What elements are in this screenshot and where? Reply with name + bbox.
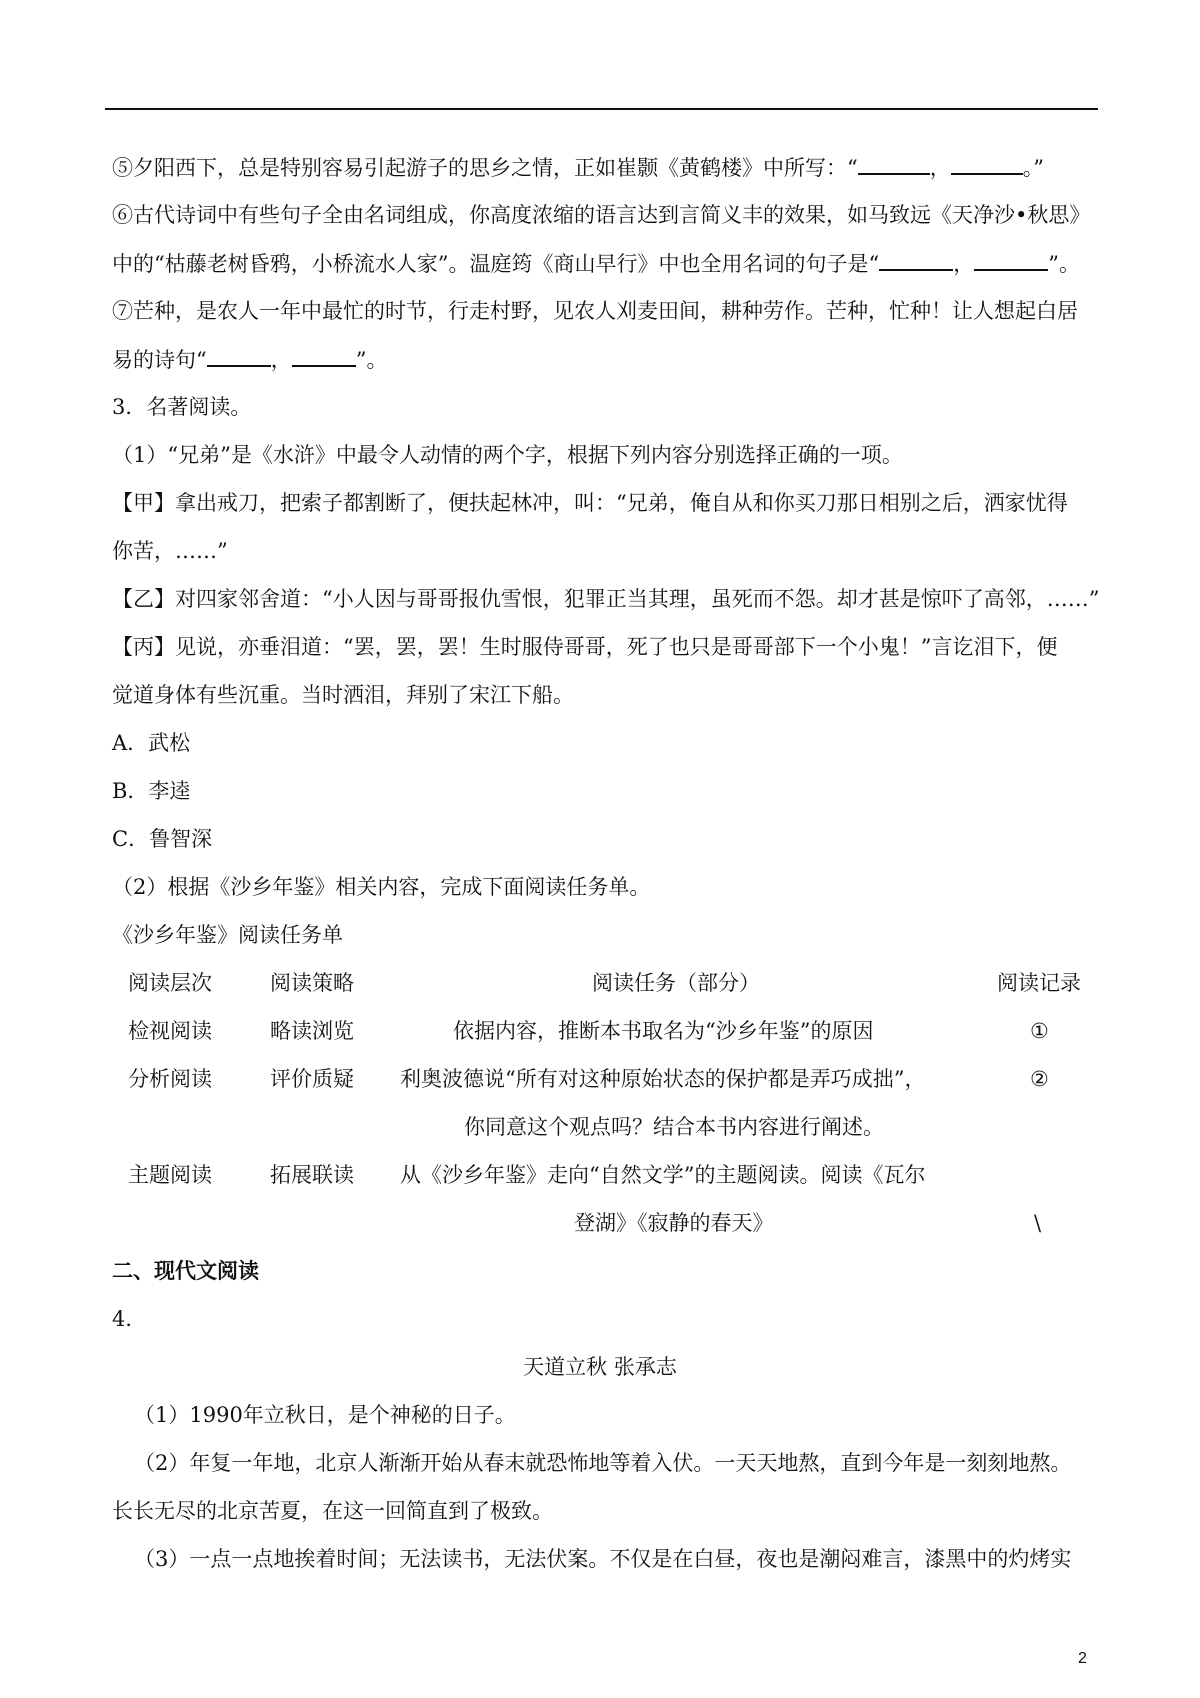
question-3-part-2: （2）根据《沙乡年鉴》相关内容，完成下面阅读任务单。	[112, 875, 651, 899]
row2-strategy: 评价质疑	[270, 1067, 354, 1091]
row1-level: 检视阅读	[128, 1019, 212, 1043]
table-title: 《沙乡年鉴》阅读任务单	[112, 923, 343, 947]
question-3-part-1: （1）“兄弟”是《水浒》中最令人动情的两个字，根据下列内容分别选择正确的一项。	[112, 443, 903, 467]
question-5: ⑤夕阳西下，总是特别容易引起游子的思乡之情，正如崔颢《黄鹤楼》中所写：“ ， 。”	[112, 153, 1102, 182]
passage-jia: 【甲】拿出戒刀，把索子都割断了，便扶起林冲，叫：“兄弟，俺自从和你买刀那日相别之后，洒家忧得	[112, 491, 1068, 515]
page-number: 2	[1078, 1650, 1087, 1667]
row2-task: 利奥波德说“所有对这种原始状态的保护都是弄巧成拙”，	[400, 1067, 926, 1091]
header-rule	[105, 108, 1098, 110]
header-strategy: 阅读策略	[270, 971, 354, 995]
question-4-number: 4．	[112, 1307, 147, 1331]
question-6-line-1: ⑥古代诗词中有些句子全由名词组成，你高度浓缩的语言达到言简义丰的效果，如马致远《天净沙•秋思》	[112, 203, 1091, 227]
row3-record: \	[1034, 1211, 1042, 1235]
header-task: 阅读任务（部分）	[592, 971, 760, 995]
row2-level: 分析阅读	[128, 1067, 212, 1091]
passage-jia-cont: 你苦，……”	[112, 539, 228, 563]
header-record: 阅读记录	[997, 971, 1081, 995]
row3-task: 从《沙乡年鉴》走向“自然文学”的主题阅读。阅读《瓦尔	[400, 1163, 926, 1187]
answer-blank[interactable]	[974, 249, 1048, 271]
passage-yi: 【乙】对四家邻舍道：“小人因与哥哥报仇雪恨，犯罪正当其理，虽死而不怨。却才甚是惊吓了高邻，……”	[112, 587, 1100, 611]
row3-task-cont: 登湖》《寂静的春天》	[574, 1211, 774, 1235]
question-6-line-2: 中的“枯藤老树昏鸦，小桥流水人家”。温庭筠《商山早行》中也全用名词的句子是“ ， ”。	[112, 249, 1102, 278]
option-b[interactable]: B．李逵	[112, 779, 191, 803]
row3-strategy: 拓展联读	[270, 1163, 354, 1187]
option-a[interactable]: A．武松	[112, 731, 191, 755]
article-paragraph-2-cont: 长长无尽的北京苦夏，在这一回简直到了极致。	[112, 1499, 553, 1523]
article-paragraph-3: （3）一点一点地挨着时间；无法读书，无法伏案。不仅是在白昼，夜也是潮闷难言，漆黑中的灼烤实	[134, 1547, 1072, 1571]
row1-task: 依据内容，推断本书取名为“沙乡年鉴”的原因	[453, 1019, 874, 1043]
answer-blank[interactable]	[879, 249, 953, 271]
passage-bing: 【丙】见说，亦垂泪道：“罢，罢，罢！生时服侍哥哥，死了也只是哥哥部下一个小鬼！”言讫泪下，便	[112, 635, 1058, 659]
question-3-heading: 3．名著阅读。	[112, 395, 252, 419]
header-level: 阅读层次	[128, 971, 212, 995]
section-2-heading: 二、现代文阅读	[112, 1258, 259, 1283]
article-paragraph-2: （2）年复一年地，北京人渐渐开始从春末就恐怖地等着入伏。一天天地熬，直到今年是一刻刻地熬。	[134, 1451, 1072, 1475]
answer-blank[interactable]	[207, 345, 271, 367]
answer-blank[interactable]	[292, 345, 356, 367]
row1-record: ①	[1030, 1019, 1049, 1043]
article-paragraph-1: （1）1990年立秋日，是个神秘的日子。	[134, 1403, 516, 1427]
question-7-line-2: 易的诗句“ ， ”。	[112, 345, 1102, 374]
question-7-line-1: ⑦芒种，是农人一年中最忙的时节，行走村野，见农人刈麦田间，耕种劳作。芒种，忙种！让人想起白居	[112, 299, 1078, 323]
answer-blank[interactable]	[951, 153, 1023, 175]
row3-level: 主题阅读	[128, 1163, 212, 1187]
passage-bing-cont: 觉道身体有些沉重。当时洒泪，拜别了宋江下船。	[112, 683, 574, 707]
row1-strategy: 略读浏览	[270, 1019, 354, 1043]
option-c[interactable]: C．鲁智深	[112, 827, 213, 851]
row2-record: ②	[1030, 1067, 1049, 1091]
row2-task-cont: 你同意这个观点吗？结合本书内容进行阐述。	[464, 1115, 884, 1139]
answer-blank[interactable]	[858, 153, 930, 175]
article-title: 天道立秋 张承志	[523, 1355, 677, 1379]
